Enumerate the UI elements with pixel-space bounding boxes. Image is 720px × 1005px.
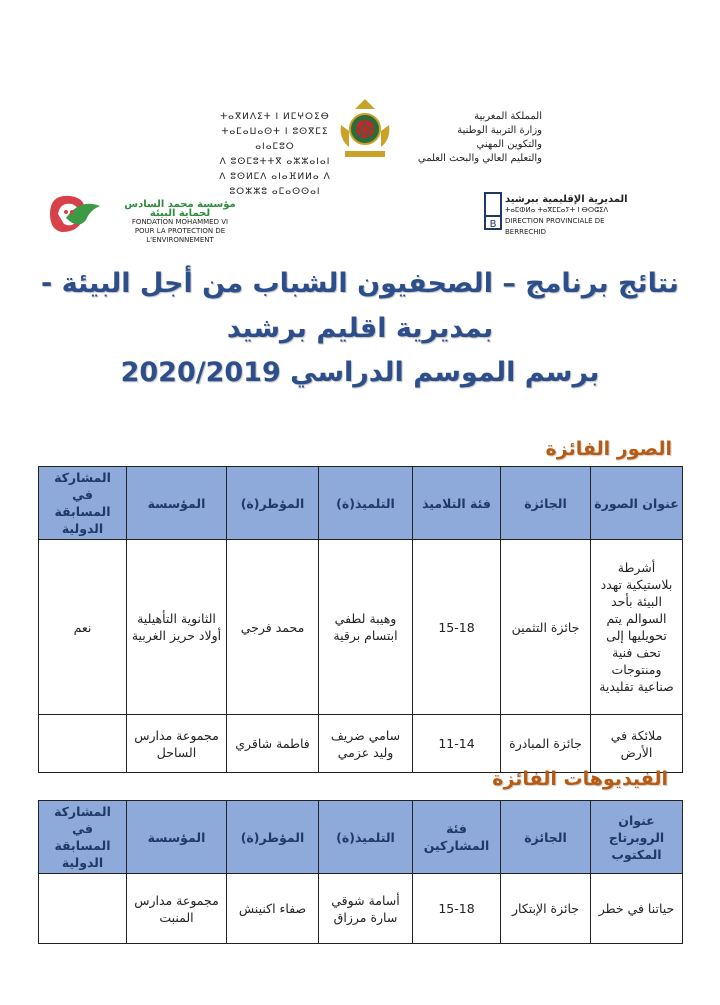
table-header-row: [39, 801, 683, 874]
table-cell: 11-14: [413, 715, 501, 773]
column-header: المؤطر(ة): [227, 801, 319, 874]
table-cell: حياتنا في خطر: [591, 874, 683, 944]
table-cell: 15-18: [413, 540, 501, 715]
table-cell: [39, 874, 127, 944]
ministry-name-arabic: [402, 110, 542, 166]
column-header: المؤطر(ة): [227, 467, 319, 540]
table-cell: جائزة التثمين: [501, 540, 591, 715]
direction-name-tf: ⵜⴰⵎⵀⵍⴰ ⵜⴰⴳⵎⵎⴰⵢⵜ ⵏ ⴱⵔⵛⵉⴷ: [505, 206, 609, 214]
column-header: عنوان الصورة: [591, 467, 683, 540]
foundation-name-fr1: FONDATION MOHAMMED VI: [131, 218, 229, 226]
table-row: [39, 715, 683, 773]
ministry-ar-line: والتكوين المهني: [476, 139, 542, 150]
ministry-ar-line: وزارة التربية الوطنية: [457, 125, 542, 136]
ministry-tf-line: ⴷ ⵓⵙⵍⵎⴷ ⴰⵏⴰⴼⵍⵍⴰ ⴷ ⵓⵔⵣⵣⵓ ⴰⵎⴰⵙⵙⴰⵏ: [219, 172, 331, 197]
direction-logo-icon: [484, 192, 502, 230]
ministry-tf-line: ⴷ ⵓⵙⵎⵓⵜⵜⴳ ⴰⵣⵣⴰⵏⴰⵏ: [219, 157, 331, 167]
column-header: الجائزة: [501, 467, 591, 540]
column-header: التلميذ(ة): [319, 801, 413, 874]
direction-logo-mark: B: [489, 219, 497, 230]
videos-results-table: [38, 800, 683, 944]
table-cell: [39, 715, 127, 773]
column-header: فئة التلاميذ: [413, 467, 501, 540]
table-cell: فاطمة شاقري: [227, 715, 319, 773]
document-title-line2: بمديرية اقليم برشيد: [226, 313, 494, 344]
table-cell: صفاء اكنينش: [227, 874, 319, 944]
direction-name-fr: DIRECTION PROVINCIALE DE BERRECHID: [505, 217, 605, 236]
table-row: [39, 540, 683, 715]
foundation-logo-icon: [40, 190, 110, 238]
direction-logo-text: [505, 194, 645, 238]
column-header: المشاركة في المسابقة الدولية: [39, 467, 127, 540]
direction-name-ar: المديرية الإقليمية ببرشيد: [505, 194, 628, 205]
foundation-name-fr2: POUR LA PROTECTION DE L'ENVIRONNEMENT: [134, 227, 226, 244]
ministry-ar-line: المملكة المغربية: [474, 111, 542, 122]
table-cell: سامي ضريف وليد عزمي: [319, 715, 413, 773]
foundation-logo-text: [110, 200, 250, 245]
videos-section-heading: الفيديوهات الفائزة: [492, 768, 668, 790]
table-header-row: [39, 467, 683, 540]
table-cell: مجموعة مدارس المنبت: [127, 874, 227, 944]
table-cell: 15-18: [413, 874, 501, 944]
column-header: عنوان الروبرتاج المكتوب: [591, 801, 683, 874]
foundation-name-ar: مؤسسة محمد السادس لحماية البيئة: [124, 199, 236, 219]
table-cell: جائزة المبادرة: [501, 715, 591, 773]
document-title-line3: برسم الموسم الدراسي 2020/2019: [120, 357, 600, 388]
table-cell: الثانوية التأهيلية أولاد حريز الغربية: [127, 540, 227, 715]
table-cell: مجموعة مدارس الساحل: [127, 715, 227, 773]
column-header: فئة المشاركين: [413, 801, 501, 874]
photos-section-heading: الصور الفائزة: [545, 438, 672, 460]
table-cell: نعم: [39, 540, 127, 715]
ministry-ar-line: والتعليم العالي والبحث العلمي: [417, 153, 542, 164]
table-row: [39, 874, 683, 944]
column-header: التلميذ(ة): [319, 467, 413, 540]
column-header: المؤسسة: [127, 801, 227, 874]
ministry-tf-line: ⵜⴰⵎⴰⵡⴰⵙⵜ ⵏ ⵓⵙⴳⵎⵉ ⴰⵏⴰⵎⵓⵔ: [221, 127, 329, 152]
table-cell: أسامة شوقي سارة مرزاق: [319, 874, 413, 944]
column-header: الجائزة: [501, 801, 591, 874]
column-header: المؤسسة: [127, 467, 227, 540]
ministry-tf-line: ⵜⴰⴳⵍⴷⵉⵜ ⵏ ⵍⵎⵖⵔⵉⴱ: [220, 112, 330, 122]
table-cell: وهيبة لطفي ابتسام برقية: [319, 540, 413, 715]
table-cell: ملائكة في الأرض: [591, 715, 683, 773]
column-header: المشاركة في المسابقة الدولية: [39, 801, 127, 874]
ministry-name-tifinagh: [200, 110, 350, 200]
moroccan-coat-of-arms-icon: [335, 95, 395, 165]
photos-results-table: [38, 466, 683, 773]
table-cell: أشرطة بلاستيكية تهدد البيئة بأحد السوالم يتم تحويليها إلى تحف فنية ومنتوجات صناعية تقليدية: [591, 540, 683, 715]
table-cell: محمد فرجي: [227, 540, 319, 715]
table-cell: جائزة الإبتكار: [501, 874, 591, 944]
document-title-line1: نتائج برنامج – الصحفيون الشباب من أجل البيئة -: [41, 268, 679, 299]
